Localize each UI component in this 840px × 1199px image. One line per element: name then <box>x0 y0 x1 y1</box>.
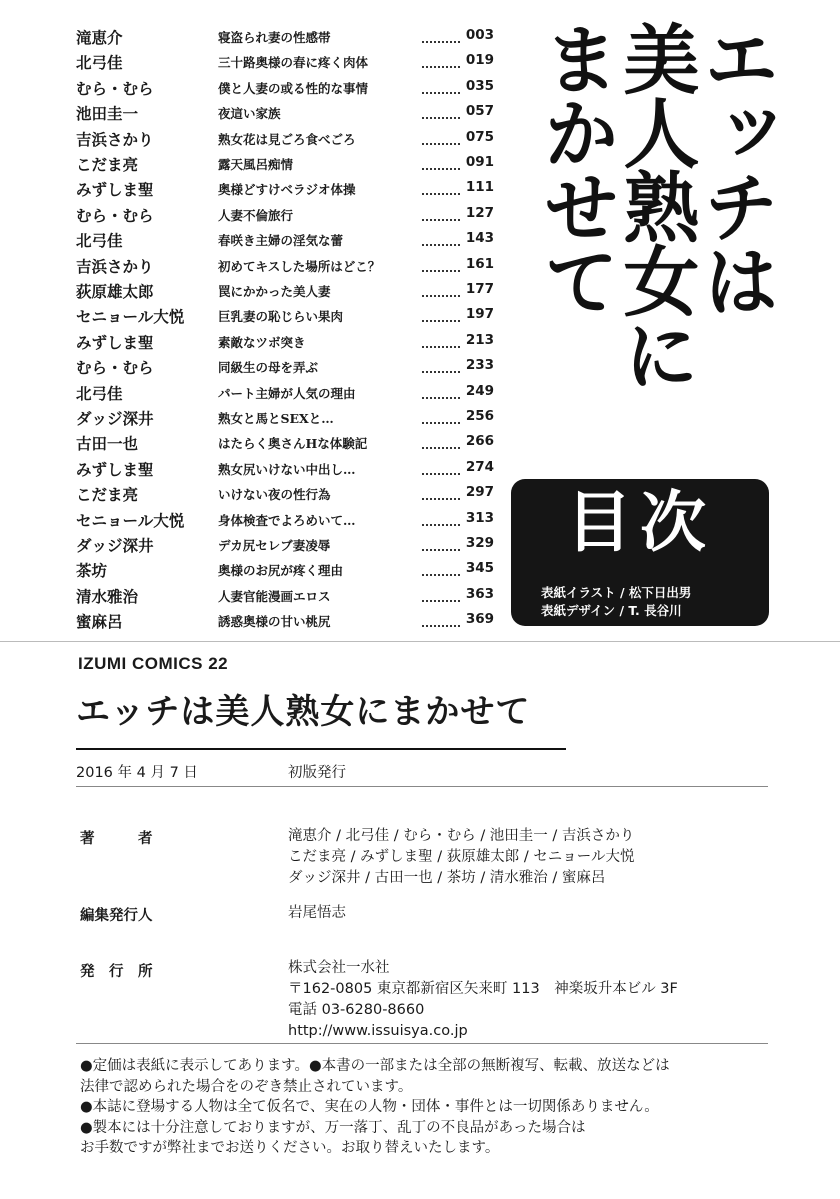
toc-story-title: パート主婦が人気の理由 <box>218 384 421 402</box>
toc-author: 吉浜さかり <box>76 130 154 149</box>
toc-page-number: 297 <box>462 484 494 500</box>
cover-illustration-credit: 表紙イラスト / 松下日出男 <box>541 585 692 600</box>
toc-page-number: 111 <box>462 179 494 195</box>
toc-page-number: 057 <box>462 103 494 119</box>
toc-row <box>76 229 496 255</box>
toc-row <box>76 509 496 535</box>
toc-row <box>76 128 496 154</box>
notice-line: ●製本には十分注意しておりますが、万一落丁、乱丁の不良品があった場合は <box>80 1119 586 1136</box>
series-label: IZUMI COMICS 22 <box>78 654 229 673</box>
toc-author: こだま亮 <box>76 486 139 505</box>
toc-page-number: 233 <box>462 357 494 373</box>
toc-row <box>76 610 496 636</box>
toc-row <box>76 26 496 52</box>
toc-row <box>76 534 496 560</box>
authors-list <box>288 826 635 889</box>
cover-design-credit: 表紙デザイン / T. 長谷川 <box>541 603 682 618</box>
cover-title-column: エッチは <box>691 20 780 316</box>
cover-title <box>505 20 805 390</box>
toc-story-title: 人妻官能漫画エロス <box>218 587 421 605</box>
toc-page-number: 161 <box>462 256 494 272</box>
toc-page-number: 329 <box>462 535 494 551</box>
toc-story-title: はたらく奥さんHな体験記 <box>218 434 421 452</box>
toc-author: むら・むら <box>76 359 154 378</box>
toc-page-number: 197 <box>462 306 494 322</box>
publisher-info <box>288 958 678 1042</box>
notice-line: ●定価は表紙に表示してあります。●本書の一部または全部の無断複写、転載、放送などは <box>80 1058 670 1074</box>
notice-divider <box>76 1043 768 1044</box>
publisher-address: 〒162-0805 東京都新宿区矢来町 113 神楽坂升本ビル 3F <box>288 981 678 997</box>
toc-author: みずしま聖 <box>76 333 154 352</box>
toc-author: むら・むら <box>76 206 154 225</box>
toc-page-number: 003 <box>462 27 494 43</box>
toc-page-number: 091 <box>462 154 494 170</box>
toc-author: むら・むら <box>76 79 154 98</box>
toc-author: セニョール大悦 <box>76 511 185 530</box>
toc-page-number: 075 <box>462 129 494 145</box>
toc-author: こだま亮 <box>76 156 139 174</box>
toc-author: 古田一也 <box>76 435 139 454</box>
notice-line: ●本誌に登場する人物は全て仮名で、実在の人物・団体・事件とは一切関係ありません。 <box>80 1099 659 1115</box>
authors-line: こだま亮 / みずしま聖 / 荻原雄太郎 / セニョール大悦 <box>288 849 635 865</box>
toc-story-title: 僕と人妻の或る性的な事情 <box>218 79 421 97</box>
toc-row <box>76 280 496 306</box>
toc-story-title: 露天風呂痴情 <box>218 155 421 173</box>
toc-row <box>76 102 496 128</box>
notice-line: お手数ですが弊社までお送りください。お取り替えいたします。 <box>80 1140 500 1156</box>
publisher-url: http://www.issuisya.co.jp <box>288 1023 468 1039</box>
toc-row <box>76 559 496 585</box>
toc-author: 荻原雄太郎 <box>76 283 154 301</box>
toc-story-title: 熟女花は見ごろ食べごろ <box>218 130 421 148</box>
toc-page-number: 345 <box>462 560 494 576</box>
toc-row <box>76 356 496 382</box>
toc-story-title: 同級生の母を弄ぶ <box>218 358 421 376</box>
toc-row <box>76 305 496 331</box>
toc-story-title: 奥様どすけベラジオ体操 <box>218 180 421 198</box>
toc-author: 北弓佳 <box>76 384 123 403</box>
toc-page-number: 313 <box>462 510 494 526</box>
contents-heading-box <box>511 479 769 626</box>
publication-date: 2016 年 4 月 7 日 <box>76 765 198 781</box>
toc-story-title: 素敵なツボ突き <box>218 333 421 351</box>
toc-row <box>76 204 496 230</box>
book-title: エッチは美人熟女にまかせて <box>76 692 531 732</box>
editor-name: 岩尾悟志 <box>288 905 346 921</box>
toc-page-number: 274 <box>462 459 494 475</box>
toc-author: みずしま聖 <box>76 460 154 479</box>
authors-line: 滝恵介 / 北弓佳 / むら・むら / 池田圭一 / 吉浜さかり <box>288 828 635 844</box>
title-underline <box>76 748 566 750</box>
toc-page-number: 369 <box>462 611 494 627</box>
toc-author: みずしま聖 <box>76 181 154 200</box>
toc-row <box>76 178 496 204</box>
toc-row <box>76 458 496 484</box>
toc-author: 北弓佳 <box>76 232 123 251</box>
toc-author: ダッジ深井 <box>76 537 154 555</box>
colophon-divider <box>76 786 768 787</box>
toc-author: 北弓佳 <box>76 54 123 73</box>
toc-row <box>76 51 496 77</box>
cover-title-column: まかせて <box>531 20 620 316</box>
toc-author: 池田圭一 <box>76 105 139 124</box>
contents-heading: 目次 <box>566 484 714 561</box>
toc-page-number: 256 <box>462 408 494 424</box>
authors-label: 著 者 <box>80 831 153 847</box>
toc-story-title: 三十路奥様の春に疼く肉体 <box>218 53 421 71</box>
toc-row <box>76 585 496 611</box>
cover-title-column: 美人熟女に <box>611 20 700 390</box>
toc-story-title: 熟女と馬とSEXと… <box>218 409 421 427</box>
toc-story-title: デカ尻セレブ妻凌辱 <box>218 536 421 554</box>
toc-story-title: 夜這い家族 <box>218 104 421 122</box>
authors-line: ダッジ深井 / 古田一也 / 茶坊 / 清水雅治 / 蜜麻呂 <box>288 870 606 886</box>
toc-author: 茶坊 <box>76 562 108 581</box>
toc-page-number: 249 <box>462 383 494 399</box>
toc-page-number: 266 <box>462 433 494 449</box>
toc-story-title: 寝盗られ妻の性感帯 <box>218 28 421 46</box>
publisher-label: 発 行 所 <box>80 964 153 980</box>
toc-story-title: 初めてキスした場所はどこ？ <box>218 257 421 275</box>
publisher-phone: 電話 03-6280-8660 <box>288 1002 425 1018</box>
toc-story-title: 巨乳妻の恥じらい果肉 <box>218 307 421 325</box>
publisher-name: 株式会社一水社 <box>288 960 390 976</box>
toc-row <box>76 153 496 179</box>
toc-row <box>76 77 496 103</box>
toc-author: 吉浜さかり <box>76 257 154 276</box>
toc-story-title: 身体検査でよろめいて… <box>218 511 421 529</box>
toc-story-title: 春咲き主婦の淫気な蕾 <box>218 231 421 249</box>
toc-row <box>76 255 496 281</box>
editor-label: 編集発行人 <box>80 908 153 924</box>
toc-story-title: 罠にかかった美人妻 <box>218 282 421 300</box>
toc-row <box>76 331 496 357</box>
toc-row <box>76 407 496 433</box>
toc-author: 滝恵介 <box>76 29 123 47</box>
toc-row <box>76 432 496 458</box>
toc-story-title: 人妻不倫旅行 <box>218 206 421 224</box>
toc-page-number: 035 <box>462 78 494 94</box>
toc-story-title: 奥様のお尻が疼く理由 <box>218 561 421 579</box>
toc-story-title: いけない夜の性行為 <box>218 485 421 503</box>
toc-story-title: 熟女尻いけない中出し… <box>218 460 421 478</box>
toc-row <box>76 382 496 408</box>
toc-author: 清水雅治 <box>76 587 139 606</box>
edition-label: 初版発行 <box>288 765 346 781</box>
section-divider <box>0 641 840 642</box>
toc-page-number: 213 <box>462 332 494 348</box>
toc-page-number: 177 <box>462 281 494 297</box>
toc-author: セニョール大悦 <box>76 308 185 327</box>
toc-author: 蜜麻呂 <box>76 613 123 632</box>
toc-page-number: 127 <box>462 205 494 221</box>
notice-line: 法律で認められた場合をのぞき禁止されています。 <box>80 1078 413 1095</box>
toc-author: ダッジ深井 <box>76 410 154 428</box>
toc-page-number: 363 <box>462 586 494 602</box>
toc-page-number: 143 <box>462 230 494 246</box>
toc-page-number: 019 <box>462 52 494 68</box>
toc-row <box>76 483 496 509</box>
toc-story-title: 誘惑奥様の甘い桃尻 <box>218 612 421 630</box>
